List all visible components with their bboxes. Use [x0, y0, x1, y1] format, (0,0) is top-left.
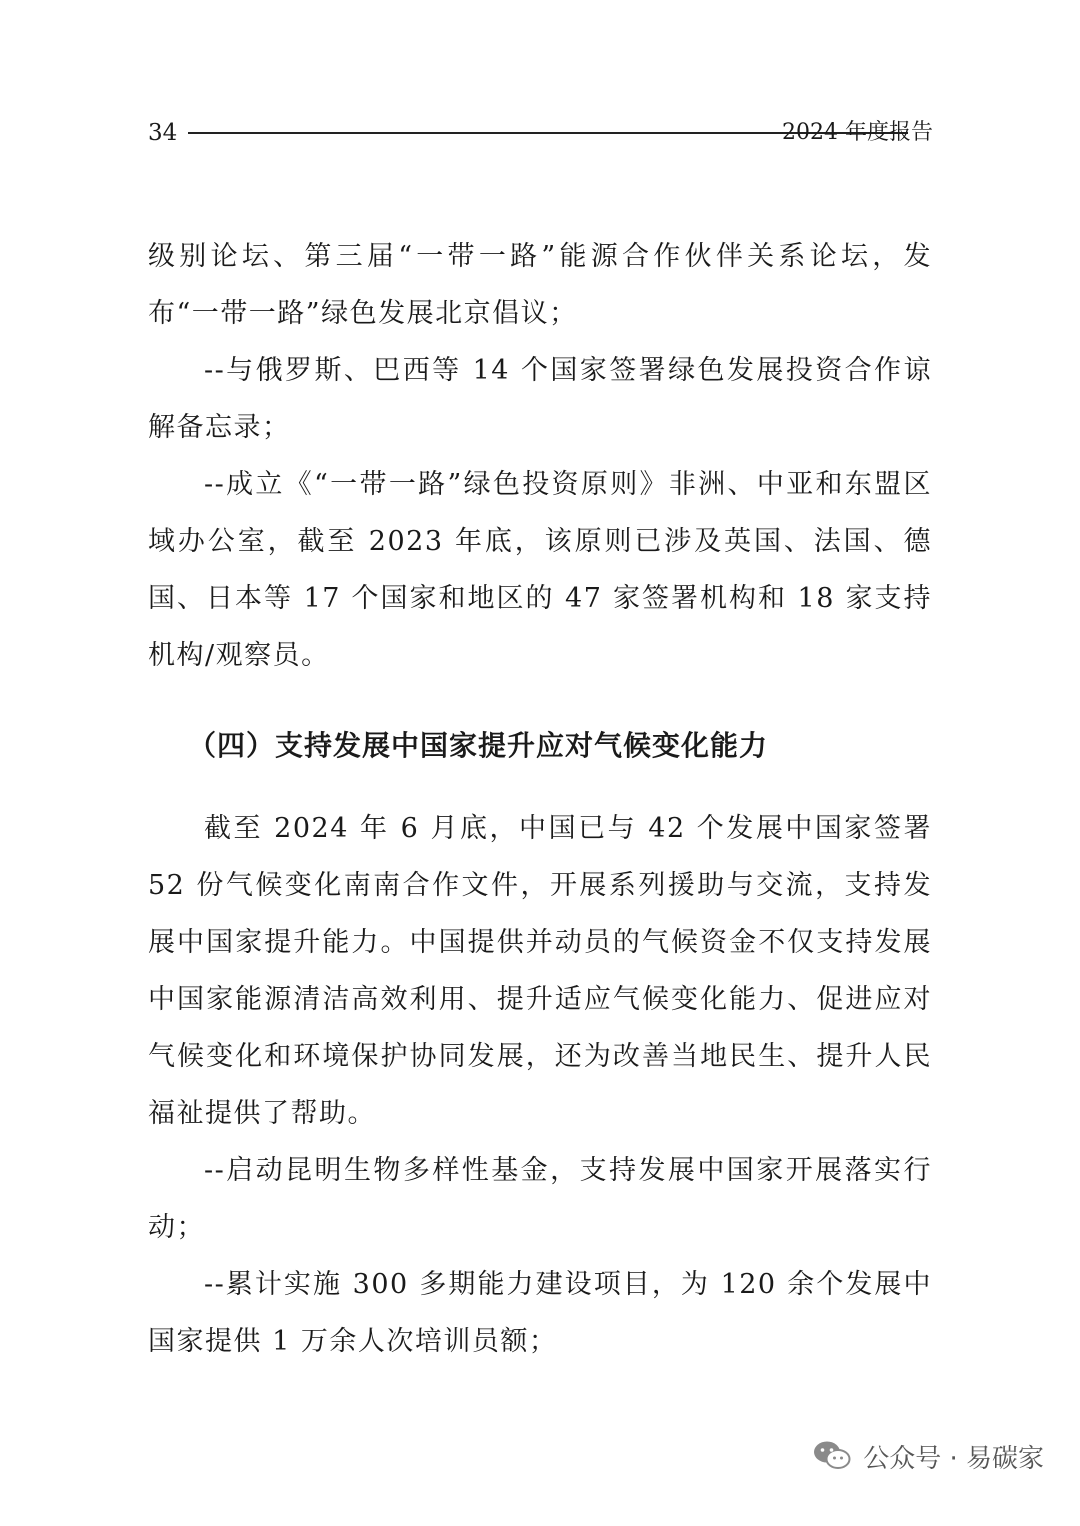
paragraph: --成立《“一带一路”绿色投资原则》非洲、中亚和东盟区域办公室，截至 2023 年底，该原则已涉及英国、法国、德国、日本等 17 个国家和地区的 47 家签署机构和 18 家支持机构/观察员。 [148, 469, 932, 671]
paragraph: --启动昆明生物多样性基金，支持发展中国家开展落实行动； [148, 1155, 932, 1243]
section-heading: （四）支持发展中国家提升应对气候变化能力 [188, 729, 769, 762]
paragraph: --与俄罗斯、巴西等 14 个国家签署绿色发展投资合作谅解备忘录； [148, 355, 932, 443]
running-title: 2024 年度报告 [782, 120, 933, 145]
page-body [148, 228, 932, 1370]
wechat-icon [813, 1440, 851, 1472]
watermark [813, 1436, 1044, 1476]
paragraph: 级别论坛、第三届“一带一路”能源合作伙伴关系论坛，发布“一带一路”绿色发展北京倡议； [148, 241, 932, 329]
page-number: 34 [148, 120, 178, 146]
watermark-text: 公众号 · 易碳家 [863, 1443, 1044, 1474]
page-header [148, 118, 933, 152]
paragraph: 截至 2024 年 6 月底，中国已与 42 个发展中国家签署 52 份气候变化南南合作文件，开展系列援助与交流，支持发展中国家提升能力。中国提供并动员的气候资金不仅支持发展中国家能源清洁高效利用、提升适应气候变化能力、促进应对气候变化和环境保护协同发展，还为改善当地民生、提升人民福祉提供了帮助。 [148, 813, 932, 1129]
paragraph: --累计实施 300 多期能力建设项目，为 120 余个发展中国家提供 1 万余人次培训员额； [148, 1269, 932, 1357]
